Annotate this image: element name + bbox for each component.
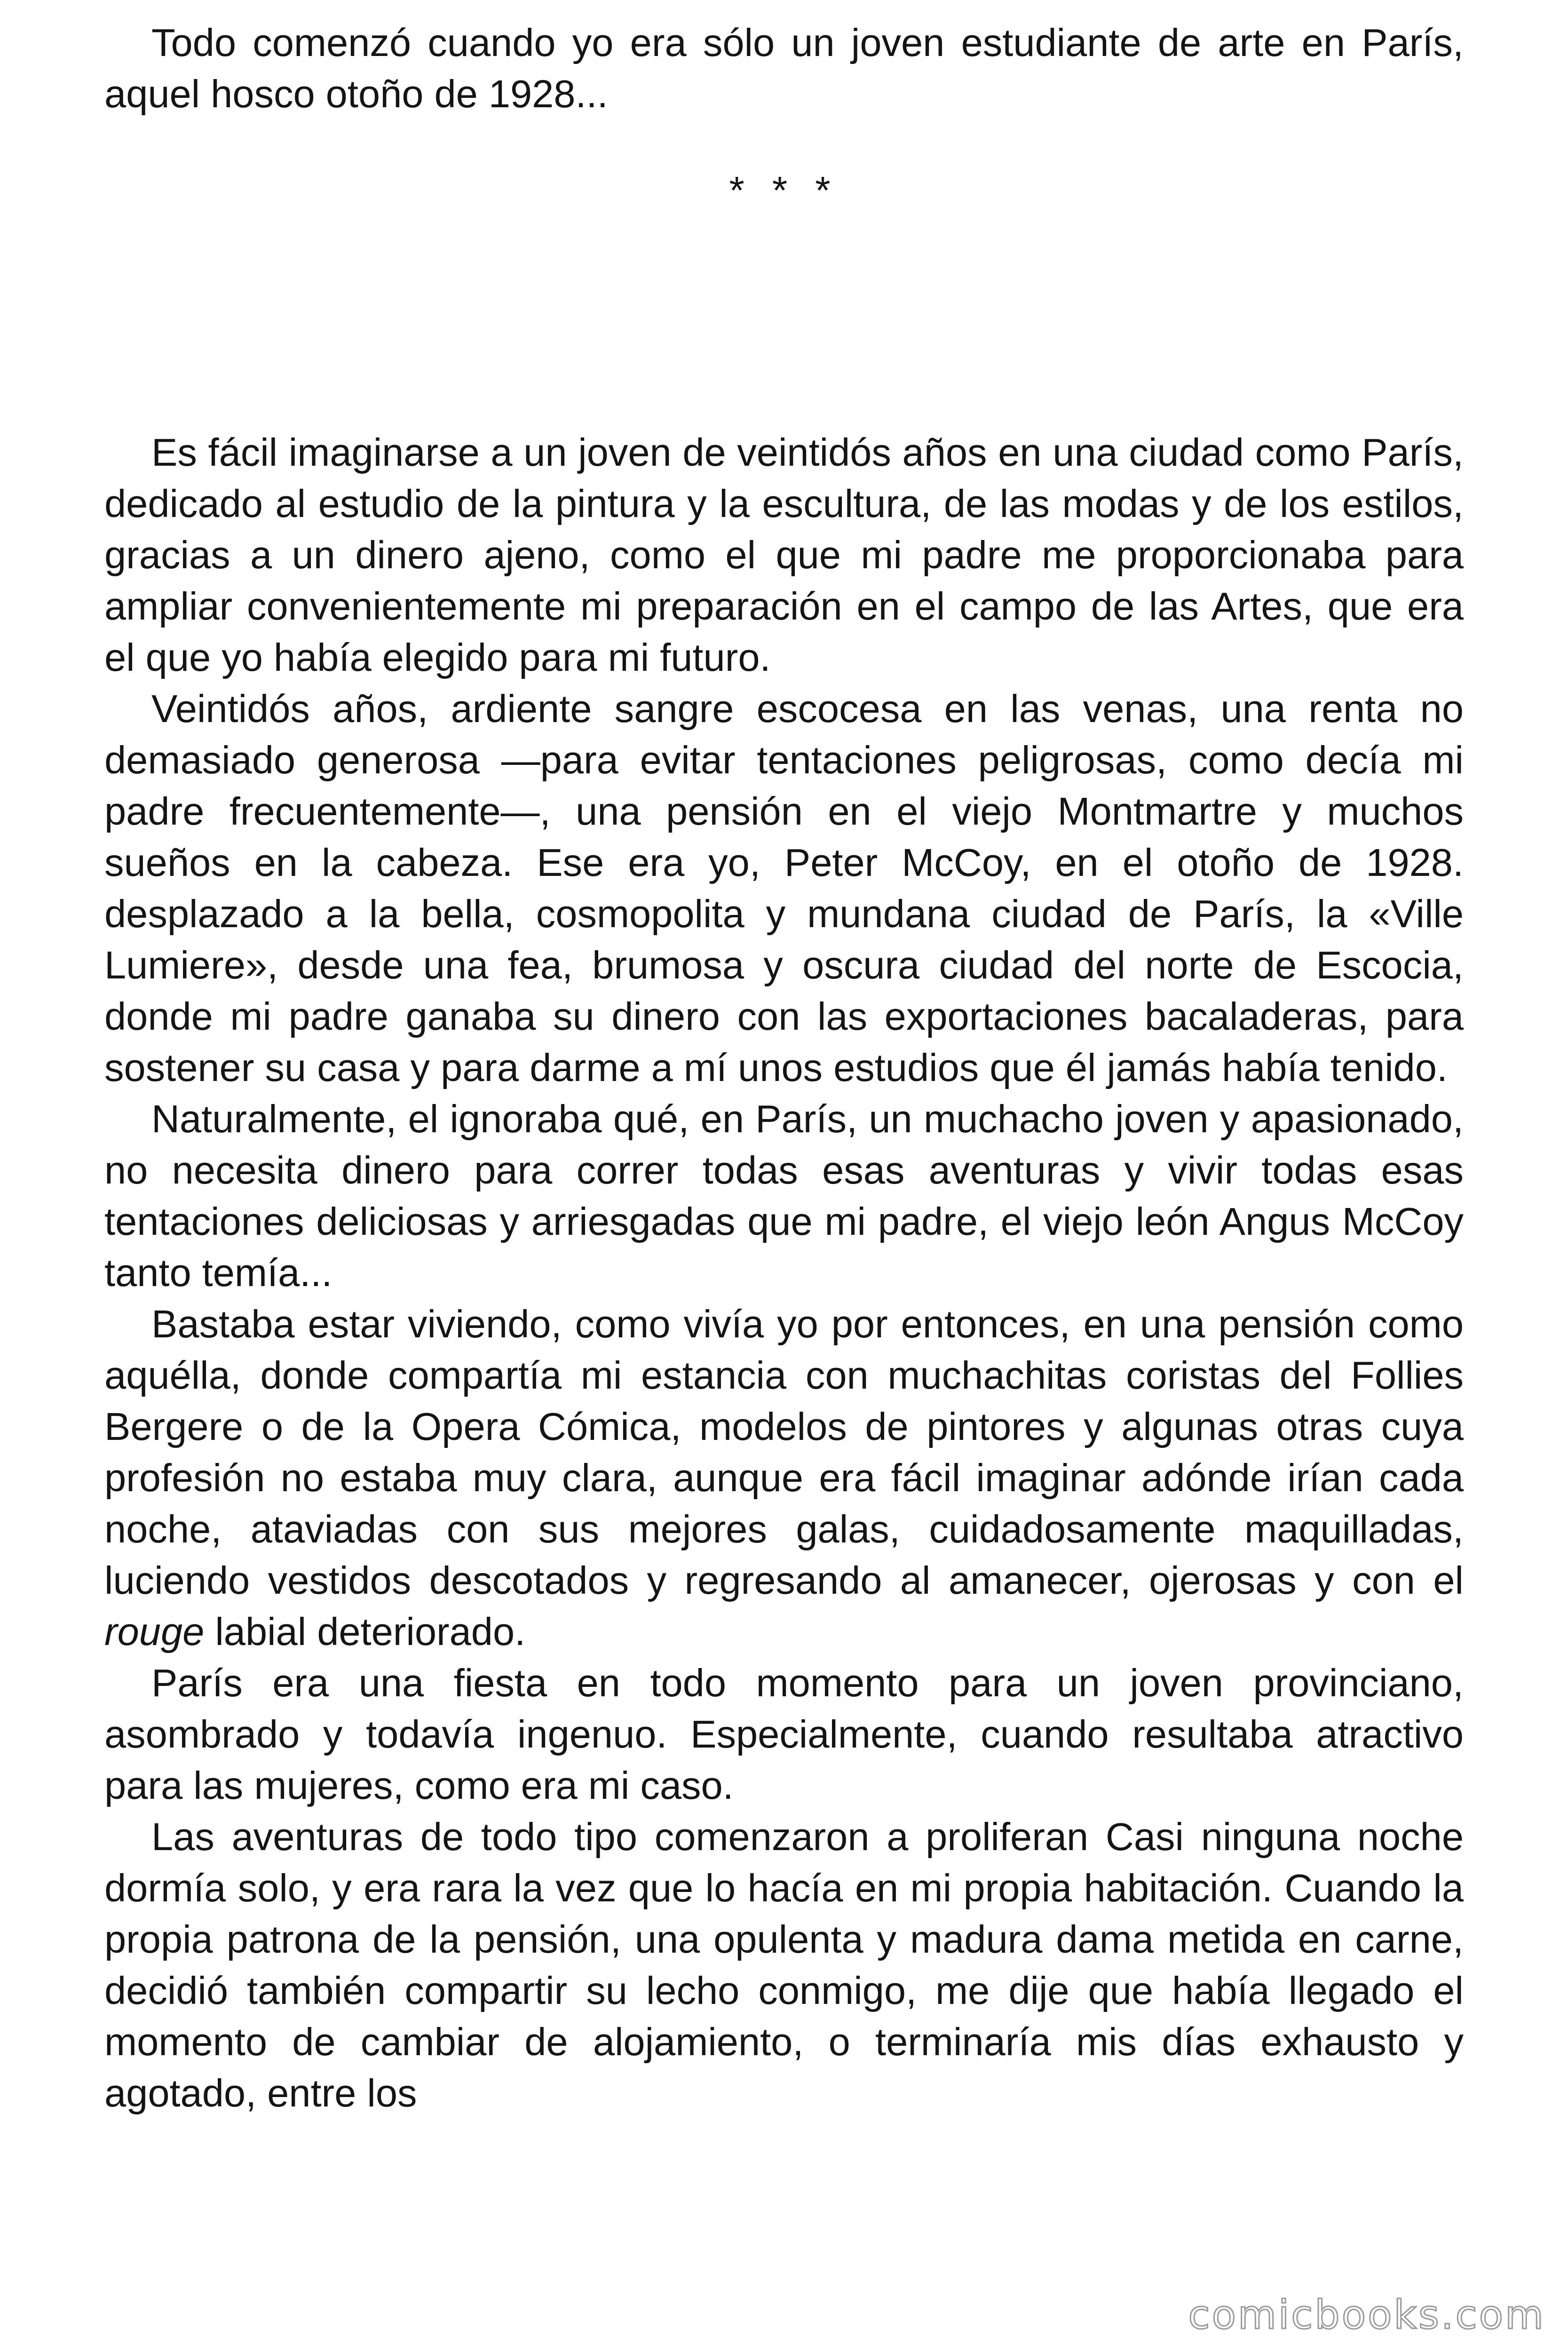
section-separator: * * *: [729, 168, 839, 212]
paragraph-6: Las aventuras de todo tipo comenzaron a proliferan Casi ninguna noche dormía solo, y era rara la vez que lo hacía en mi propia habitación. Cuando la propia patrona de la pensión, una opulenta y madura dama metida en carne, decidió también compartir su lecho conmigo, me dije que había llegado el momento de cambiar de alojamiento, o terminaría mis días exhausto y agotado, entre los: [104, 1815, 1464, 2115]
paragraph-2: Veintidós años, ardiente sangre escocesa en las venas, una renta no demasiado generosa —para evitar tentaciones peligrosas, como decía mi padre frecuentemente—, una pensión en el viejo Montmartre y muchos sueños en la cabeza. Ese era yo, Peter McCoy, en el otoño de 1928. desplazado a la bella, cosmopolita y mundana ciudad de París, la «Ville Lumiere», desde una fea, brumosa y oscura ciudad del norte de Escocia, donde mi padre ganaba su dinero con las exportaciones bacaladeras, para sostener su casa y para darme a mí unos estudios que él jamás había tenido.: [104, 687, 1464, 1089]
chapter-body: [104, 427, 1464, 2119]
paragraph-4-italic-word: rouge: [104, 1610, 205, 1653]
intro-paragraph: Todo comenzó cuando yo era sólo un joven estudiante de arte en París, aquel hosco otoño de 1928...: [104, 21, 1464, 116]
watermark-logo: comicbooks.com: [1188, 2292, 1545, 2338]
intro-section: [104, 17, 1464, 119]
paragraph-1: Es fácil imaginarse a un joven de veintidós años en una ciudad como París, dedicado al estudio de la pintura y la escultura, de las modas y de los estilos, gracias a un dinero ajeno, como el que mi padre me proporcionaba para ampliar convenientemente mi preparación en el campo de las Artes, que era el que yo había elegido para mi futuro.: [104, 430, 1464, 679]
paragraph-4: [104, 1298, 1464, 1657]
paragraph-3: Naturalmente, el ignoraba qué, en París, un muchacho joven y apasionado, no necesita dinero para correr todas esas aventuras y vivir todas esas tentaciones deliciosas y arriesgadas que mi padre, el viejo león Angus McCoy tanto temía...: [104, 1097, 1464, 1295]
paragraph-5: París era una fiesta en todo momento para un joven provinciano, asombrado y todavía ingenuo. Especialmente, cuando resultaba atractivo para las mujeres, como era mi caso.: [104, 1661, 1464, 1807]
paragraph-4-text-start: Bastaba estar viviendo, como vivía yo por entonces, en una pensión como aquélla, donde compartía mi estancia con muchachitas coristas del Follies Bergere o de la Opera Cómica, modelos de pintores y algunas otras cuya profesión no estaba muy clara, aunque era fácil imaginar adónde irían cada noche, ataviadas con sus mejores galas, cuidadosamente maquilladas, luciendo vestidos descotados y regresando al amanecer, ojerosas y con el: [104, 1302, 1464, 1602]
paragraph-4-text-end: labial deteriorado.: [204, 1610, 526, 1653]
